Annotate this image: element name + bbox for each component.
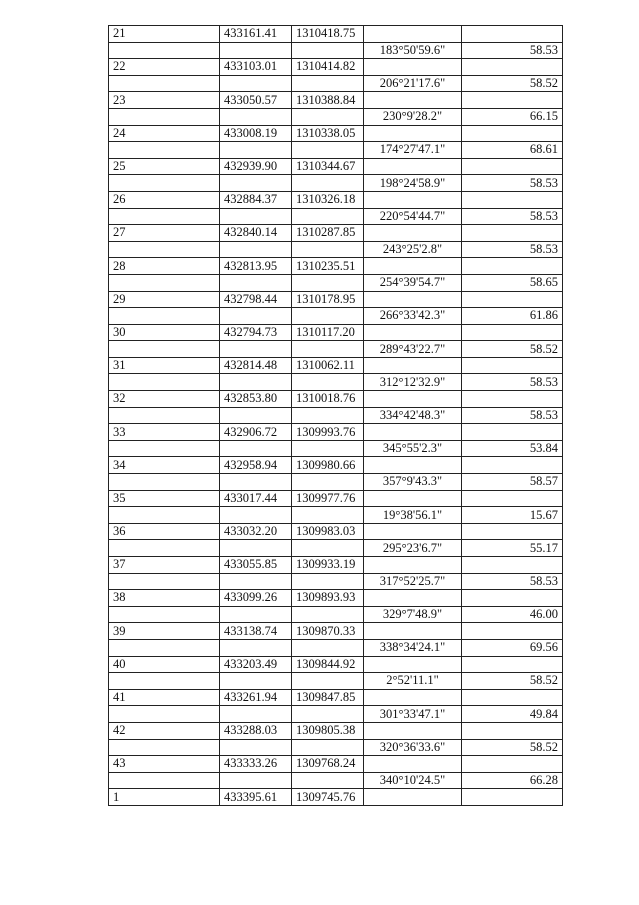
y-coordinate-cell: 1309977.76 [292, 490, 364, 507]
direction-angle-cell: 345°55'2.3" [364, 440, 462, 457]
point-number-cell: 26 [109, 191, 220, 208]
y-coordinate-cell: 1310418.75 [292, 26, 364, 43]
point-number-cell: 38 [109, 590, 220, 607]
direction-angle-cell: 243°25'2.8" [364, 241, 462, 258]
y-coordinate-cell: 1309893.93 [292, 590, 364, 607]
point-number-cell: 42 [109, 722, 220, 739]
point-number-cell [109, 706, 220, 723]
point-number-cell [109, 573, 220, 590]
x-coordinate-cell [220, 241, 292, 258]
y-coordinate-cell [292, 75, 364, 92]
x-coordinate-cell: 432939.90 [220, 158, 292, 175]
y-coordinate-cell [292, 673, 364, 690]
x-coordinate-cell [220, 274, 292, 291]
point-number-cell: 32 [109, 391, 220, 408]
x-coordinate-cell [220, 540, 292, 557]
segment-length-cell [462, 523, 563, 540]
segment-length-cell [462, 789, 563, 806]
segment-length-cell: 58.52 [462, 739, 563, 756]
table-row [109, 108, 563, 125]
y-coordinate-cell: 1310235.51 [292, 258, 364, 275]
segment-length-cell: 53.84 [462, 440, 563, 457]
table-row [109, 789, 563, 806]
point-number-cell [109, 639, 220, 656]
direction-angle-cell [364, 424, 462, 441]
point-number-cell [109, 739, 220, 756]
y-coordinate-cell: 1309980.66 [292, 457, 364, 474]
point-number-cell [109, 208, 220, 225]
segment-length-cell: 58.53 [462, 407, 563, 424]
coordinates-table [108, 25, 563, 806]
table-row [109, 424, 563, 441]
x-coordinate-cell: 432814.48 [220, 357, 292, 374]
y-coordinate-cell: 1310344.67 [292, 158, 364, 175]
table-row [109, 407, 563, 424]
table-row [109, 706, 563, 723]
direction-angle-cell: 183°50'59.6" [364, 42, 462, 59]
table-row [109, 241, 563, 258]
segment-length-cell [462, 424, 563, 441]
table-row [109, 42, 563, 59]
direction-angle-cell [364, 590, 462, 607]
direction-angle-cell: 301°33'47.1" [364, 706, 462, 723]
x-coordinate-cell: 433261.94 [220, 689, 292, 706]
x-coordinate-cell: 432853.80 [220, 391, 292, 408]
segment-length-cell [462, 92, 563, 109]
y-coordinate-cell [292, 374, 364, 391]
table-row [109, 191, 563, 208]
x-coordinate-cell [220, 639, 292, 656]
point-number-cell: 33 [109, 424, 220, 441]
x-coordinate-cell: 432884.37 [220, 191, 292, 208]
segment-length-cell [462, 158, 563, 175]
segment-length-cell: 15.67 [462, 507, 563, 524]
y-coordinate-cell [292, 474, 364, 491]
point-number-cell: 25 [109, 158, 220, 175]
x-coordinate-cell: 433395.61 [220, 789, 292, 806]
y-coordinate-cell: 1310338.05 [292, 125, 364, 142]
point-number-cell [109, 142, 220, 159]
segment-length-cell: 69.56 [462, 639, 563, 656]
table-row [109, 142, 563, 159]
segment-length-cell: 68.61 [462, 142, 563, 159]
point-number-cell [109, 241, 220, 258]
direction-angle-cell [364, 623, 462, 640]
segment-length-cell: 58.53 [462, 241, 563, 258]
direction-angle-cell [364, 789, 462, 806]
table-row [109, 639, 563, 656]
point-number-cell [109, 507, 220, 524]
table-row [109, 208, 563, 225]
direction-angle-cell: 329°7'48.9" [364, 606, 462, 623]
segment-length-cell [462, 590, 563, 607]
x-coordinate-cell [220, 706, 292, 723]
table-row [109, 722, 563, 739]
table-row [109, 92, 563, 109]
segment-length-cell: 58.52 [462, 75, 563, 92]
y-coordinate-cell: 1310414.82 [292, 59, 364, 76]
table-row [109, 474, 563, 491]
direction-angle-cell [364, 689, 462, 706]
point-number-cell [109, 606, 220, 623]
segment-length-cell: 66.28 [462, 772, 563, 789]
y-coordinate-cell: 1310062.11 [292, 357, 364, 374]
point-number-cell: 1 [109, 789, 220, 806]
segment-length-cell: 58.52 [462, 673, 563, 690]
direction-angle-cell: 289°43'22.7" [364, 341, 462, 358]
y-coordinate-cell: 1310326.18 [292, 191, 364, 208]
point-number-cell: 27 [109, 225, 220, 242]
direction-angle-cell: 312°12'32.9" [364, 374, 462, 391]
direction-angle-cell: 220°54'44.7" [364, 208, 462, 225]
table-row [109, 673, 563, 690]
x-coordinate-cell [220, 308, 292, 325]
y-coordinate-cell [292, 606, 364, 623]
y-coordinate-cell: 1309993.76 [292, 424, 364, 441]
direction-angle-cell: 174°27'47.1" [364, 142, 462, 159]
point-number-cell: 22 [109, 59, 220, 76]
segment-length-cell [462, 391, 563, 408]
x-coordinate-cell: 433333.26 [220, 756, 292, 773]
x-coordinate-cell: 432813.95 [220, 258, 292, 275]
direction-angle-cell [364, 92, 462, 109]
x-coordinate-cell [220, 673, 292, 690]
segment-length-cell [462, 756, 563, 773]
point-number-cell [109, 341, 220, 358]
y-coordinate-cell [292, 540, 364, 557]
x-coordinate-cell [220, 341, 292, 358]
segment-length-cell [462, 59, 563, 76]
table-row [109, 59, 563, 76]
x-coordinate-cell: 433288.03 [220, 722, 292, 739]
segment-length-cell [462, 490, 563, 507]
y-coordinate-cell [292, 142, 364, 159]
y-coordinate-cell [292, 208, 364, 225]
table-row [109, 457, 563, 474]
y-coordinate-cell: 1309933.19 [292, 557, 364, 574]
table-row [109, 75, 563, 92]
y-coordinate-cell: 1310287.85 [292, 225, 364, 242]
table-row [109, 357, 563, 374]
x-coordinate-cell [220, 175, 292, 192]
direction-angle-cell [364, 391, 462, 408]
point-number-cell [109, 407, 220, 424]
segment-length-cell: 58.52 [462, 341, 563, 358]
x-coordinate-cell: 432958.94 [220, 457, 292, 474]
y-coordinate-cell [292, 274, 364, 291]
segment-length-cell [462, 722, 563, 739]
table-row [109, 440, 563, 457]
table-row [109, 175, 563, 192]
direction-angle-cell [364, 26, 462, 43]
table-row [109, 523, 563, 540]
direction-angle-cell [364, 125, 462, 142]
y-coordinate-cell [292, 706, 364, 723]
segment-length-cell [462, 656, 563, 673]
y-coordinate-cell: 1309847.85 [292, 689, 364, 706]
table-row [109, 391, 563, 408]
table-row [109, 125, 563, 142]
direction-angle-cell [364, 291, 462, 308]
x-coordinate-cell: 433008.19 [220, 125, 292, 142]
point-number-cell: 41 [109, 689, 220, 706]
y-coordinate-cell [292, 407, 364, 424]
y-coordinate-cell [292, 573, 364, 590]
direction-angle-cell: 338°34'24.1" [364, 639, 462, 656]
x-coordinate-cell [220, 42, 292, 59]
direction-angle-cell: 317°52'25.7" [364, 573, 462, 590]
point-number-cell: 34 [109, 457, 220, 474]
segment-length-cell [462, 357, 563, 374]
x-coordinate-cell: 432798.44 [220, 291, 292, 308]
table-row [109, 225, 563, 242]
x-coordinate-cell [220, 474, 292, 491]
point-number-cell: 35 [109, 490, 220, 507]
x-coordinate-cell: 433138.74 [220, 623, 292, 640]
direction-angle-cell [364, 158, 462, 175]
table-row [109, 26, 563, 43]
direction-angle-cell [364, 722, 462, 739]
direction-angle-cell [364, 225, 462, 242]
direction-angle-cell: 206°21'17.6" [364, 75, 462, 92]
x-coordinate-cell: 433099.26 [220, 590, 292, 607]
x-coordinate-cell: 433055.85 [220, 557, 292, 574]
table-row [109, 490, 563, 507]
table-row [109, 656, 563, 673]
y-coordinate-cell: 1309745.76 [292, 789, 364, 806]
table-row [109, 158, 563, 175]
table-row [109, 606, 563, 623]
table-row [109, 573, 563, 590]
point-number-cell: 36 [109, 523, 220, 540]
x-coordinate-cell [220, 142, 292, 159]
y-coordinate-cell [292, 42, 364, 59]
point-number-cell: 40 [109, 656, 220, 673]
point-number-cell [109, 42, 220, 59]
x-coordinate-cell: 433203.49 [220, 656, 292, 673]
y-coordinate-cell [292, 739, 364, 756]
point-number-cell: 37 [109, 557, 220, 574]
segment-length-cell [462, 324, 563, 341]
direction-angle-cell: 19°38'56.1" [364, 507, 462, 524]
segment-length-cell [462, 689, 563, 706]
point-number-cell: 29 [109, 291, 220, 308]
y-coordinate-cell: 1309844.92 [292, 656, 364, 673]
point-number-cell [109, 772, 220, 789]
direction-angle-cell [364, 258, 462, 275]
y-coordinate-cell [292, 507, 364, 524]
x-coordinate-cell: 433050.57 [220, 92, 292, 109]
table-row [109, 308, 563, 325]
point-number-cell [109, 440, 220, 457]
segment-length-cell: 58.57 [462, 474, 563, 491]
segment-length-cell [462, 291, 563, 308]
y-coordinate-cell: 1309870.33 [292, 623, 364, 640]
y-coordinate-cell [292, 440, 364, 457]
segment-length-cell: 58.53 [462, 573, 563, 590]
y-coordinate-cell: 1310018.76 [292, 391, 364, 408]
table-row [109, 341, 563, 358]
point-number-cell [109, 308, 220, 325]
segment-length-cell [462, 258, 563, 275]
point-number-cell: 43 [109, 756, 220, 773]
table-row [109, 324, 563, 341]
y-coordinate-cell [292, 639, 364, 656]
table-row [109, 756, 563, 773]
direction-angle-cell [364, 523, 462, 540]
x-coordinate-cell [220, 440, 292, 457]
y-coordinate-cell [292, 308, 364, 325]
x-coordinate-cell [220, 606, 292, 623]
direction-angle-cell: 357°9'43.3" [364, 474, 462, 491]
x-coordinate-cell: 433032.20 [220, 523, 292, 540]
point-number-cell: 31 [109, 357, 220, 374]
direction-angle-cell [364, 656, 462, 673]
segment-length-cell [462, 623, 563, 640]
direction-angle-cell: 295°23'6.7" [364, 540, 462, 557]
segment-length-cell: 58.65 [462, 274, 563, 291]
y-coordinate-cell: 1310388.84 [292, 92, 364, 109]
segment-length-cell [462, 557, 563, 574]
direction-angle-cell [364, 324, 462, 341]
point-number-cell: 24 [109, 125, 220, 142]
table-row [109, 772, 563, 789]
direction-angle-cell [364, 357, 462, 374]
y-coordinate-cell: 1309983.03 [292, 523, 364, 540]
x-coordinate-cell [220, 75, 292, 92]
direction-angle-cell [364, 490, 462, 507]
y-coordinate-cell [292, 772, 364, 789]
direction-angle-cell: 334°42'48.3" [364, 407, 462, 424]
point-number-cell: 21 [109, 26, 220, 43]
point-number-cell [109, 274, 220, 291]
y-coordinate-cell: 1309768.24 [292, 756, 364, 773]
y-coordinate-cell [292, 341, 364, 358]
point-number-cell: 30 [109, 324, 220, 341]
point-number-cell [109, 175, 220, 192]
x-coordinate-cell [220, 208, 292, 225]
direction-angle-cell: 340°10'24.5" [364, 772, 462, 789]
point-number-cell [109, 374, 220, 391]
segment-length-cell [462, 125, 563, 142]
x-coordinate-cell [220, 507, 292, 524]
y-coordinate-cell: 1310178.95 [292, 291, 364, 308]
x-coordinate-cell: 433161.41 [220, 26, 292, 43]
x-coordinate-cell: 433017.44 [220, 490, 292, 507]
direction-angle-cell: 198°24'58.9" [364, 175, 462, 192]
y-coordinate-cell: 1309805.38 [292, 722, 364, 739]
segment-length-cell [462, 191, 563, 208]
point-number-cell [109, 108, 220, 125]
point-number-cell: 28 [109, 258, 220, 275]
table-row [109, 274, 563, 291]
direction-angle-cell [364, 457, 462, 474]
table-row [109, 374, 563, 391]
segment-length-cell [462, 26, 563, 43]
direction-angle-cell: 320°36'33.6" [364, 739, 462, 756]
table-row [109, 739, 563, 756]
segment-length-cell: 61.86 [462, 308, 563, 325]
segment-length-cell: 46.00 [462, 606, 563, 623]
segment-length-cell: 55.17 [462, 540, 563, 557]
direction-angle-cell [364, 557, 462, 574]
x-coordinate-cell [220, 573, 292, 590]
segment-length-cell: 58.53 [462, 42, 563, 59]
direction-angle-cell: 266°33'42.3" [364, 308, 462, 325]
point-number-cell: 39 [109, 623, 220, 640]
table-row [109, 689, 563, 706]
segment-length-cell: 66.15 [462, 108, 563, 125]
y-coordinate-cell: 1310117.20 [292, 324, 364, 341]
x-coordinate-cell [220, 374, 292, 391]
table-row [109, 507, 563, 524]
table-row [109, 557, 563, 574]
x-coordinate-cell [220, 407, 292, 424]
point-number-cell [109, 474, 220, 491]
table-row [109, 623, 563, 640]
segment-length-cell: 49.84 [462, 706, 563, 723]
table-row [109, 590, 563, 607]
segment-length-cell [462, 457, 563, 474]
direction-angle-cell: 230°9'28.2" [364, 108, 462, 125]
x-coordinate-cell: 432794.73 [220, 324, 292, 341]
direction-angle-cell [364, 756, 462, 773]
coordinates-table-body [109, 26, 563, 806]
table-row [109, 258, 563, 275]
point-number-cell [109, 540, 220, 557]
direction-angle-cell: 254°39'54.7" [364, 274, 462, 291]
segment-length-cell: 58.53 [462, 175, 563, 192]
segment-length-cell: 58.53 [462, 374, 563, 391]
x-coordinate-cell [220, 739, 292, 756]
direction-angle-cell [364, 59, 462, 76]
x-coordinate-cell: 432840.14 [220, 225, 292, 242]
x-coordinate-cell: 432906.72 [220, 424, 292, 441]
point-number-cell [109, 673, 220, 690]
point-number-cell: 23 [109, 92, 220, 109]
direction-angle-cell: 2°52'11.1" [364, 673, 462, 690]
x-coordinate-cell [220, 772, 292, 789]
y-coordinate-cell [292, 108, 364, 125]
segment-length-cell: 58.53 [462, 208, 563, 225]
segment-length-cell [462, 225, 563, 242]
y-coordinate-cell [292, 241, 364, 258]
direction-angle-cell [364, 191, 462, 208]
x-coordinate-cell: 433103.01 [220, 59, 292, 76]
table-row [109, 291, 563, 308]
table-row [109, 540, 563, 557]
x-coordinate-cell [220, 108, 292, 125]
point-number-cell [109, 75, 220, 92]
y-coordinate-cell [292, 175, 364, 192]
